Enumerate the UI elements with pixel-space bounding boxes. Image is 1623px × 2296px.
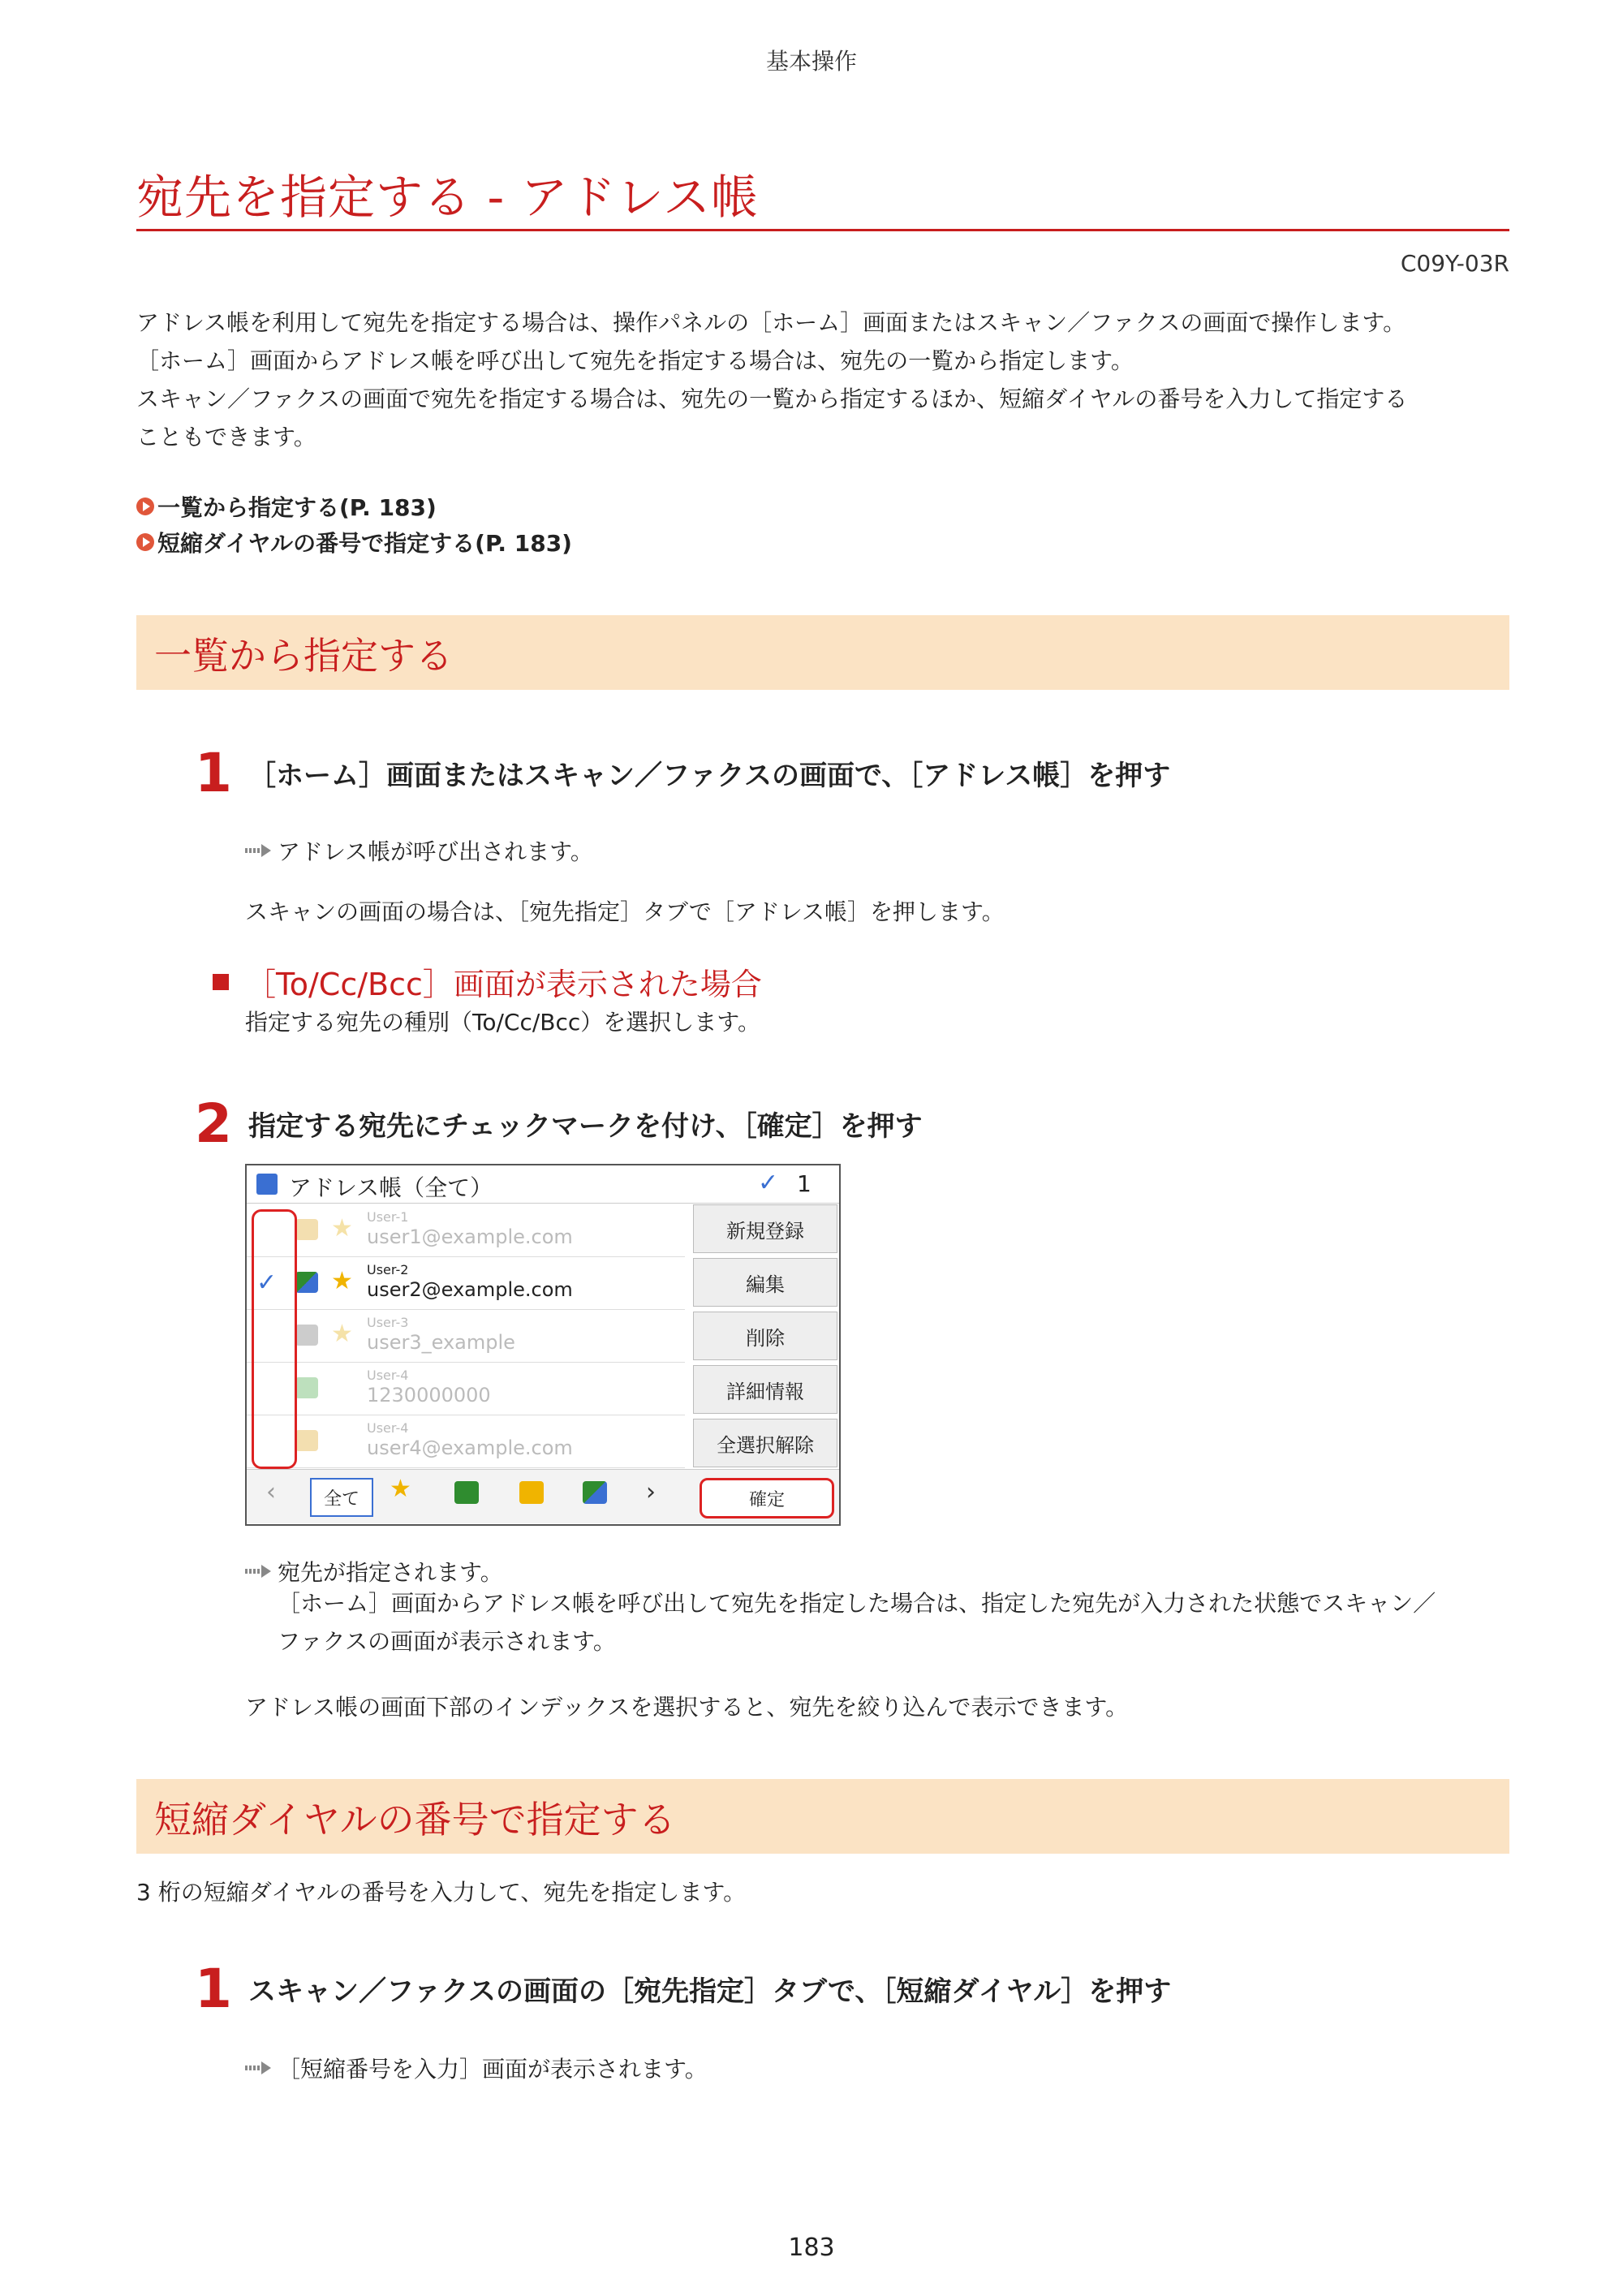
checkbox-column-highlight: [252, 1209, 297, 1469]
page-number: 183: [788, 2234, 835, 2262]
intro-line: スキャン／ファクスの画面で宛先を指定する場合は、宛先の一覧から指定するほか、短縮ダイヤルの番号を入力して指定する: [136, 386, 1408, 412]
entry-address: user1@example.com: [367, 1226, 573, 1248]
page-title: 宛先を指定する - アドレス帳: [136, 170, 760, 225]
list-item[interactable]: [247, 1415, 685, 1468]
section-heading-text: 短縮ダイヤルの番号で指定する: [154, 1798, 676, 1842]
title-divider: [136, 229, 1509, 231]
delete-button[interactable]: 削除: [693, 1312, 837, 1360]
group-icon: [295, 1272, 318, 1293]
entry-name: User-4: [367, 1420, 409, 1436]
mail-icon: [295, 1430, 318, 1451]
subheading-text: ［To/Cc/Bcc］画面が表示された場合: [245, 967, 762, 1002]
link-label[interactable]: 一覧から指定する(P. 183): [157, 494, 437, 521]
intro-line: アドレス帳を利用して宛先を指定する場合は、操作パネルの［ホーム］画面またはスキャン／ファクスの画面で操作します。: [136, 309, 1406, 336]
subheading: [213, 959, 762, 1004]
chevron-right-icon[interactable]: ›: [646, 1478, 656, 1506]
square-bullet-icon: [213, 974, 229, 990]
step-result: [245, 1555, 503, 1587]
fax-icon: [295, 1325, 318, 1346]
chevron-left-icon[interactable]: ‹: [266, 1478, 276, 1506]
entry-name: User-1: [367, 1209, 409, 1225]
result-arrow-icon: [245, 2061, 273, 2075]
star-icon[interactable]: ★: [390, 1475, 411, 1503]
details-button[interactable]: 詳細情報: [693, 1365, 837, 1414]
link-label[interactable]: 短縮ダイヤルの番号で指定する(P. 183): [157, 530, 572, 557]
step-note: アドレス帳の画面下部のインデックスを選択すると、宛先を絞り込んで表示できます。: [245, 1694, 1129, 1721]
list-item[interactable]: [247, 1257, 685, 1310]
step-instruction: スキャン／ファクスの画面の［宛先指定］タブで、［短縮ダイヤル］を押す: [248, 1975, 1172, 2008]
selected-count: 1: [797, 1170, 812, 1197]
address-book-title: アドレス帳（全て）: [289, 1174, 493, 1201]
step-number: 1: [195, 1958, 232, 2020]
fax-icon[interactable]: [454, 1481, 479, 1504]
document-code: C09Y-03R: [1400, 250, 1509, 277]
mail-icon[interactable]: [519, 1481, 544, 1504]
intro-line: ［ホーム］画面からアドレス帳を呼び出して宛先を指定する場合は、宛先の一覧から指定します。: [136, 347, 1134, 374]
address-book-icon: [256, 1174, 278, 1195]
entry-address: user4@example.com: [367, 1437, 573, 1459]
address-book-title-bar: [247, 1165, 839, 1204]
step-instruction: 指定する宛先にチェックマークを付け、［確定］を押す: [248, 1110, 923, 1143]
fax-icon: [295, 1377, 318, 1398]
edit-button[interactable]: 編集: [693, 1258, 837, 1307]
entry-name: User-3: [367, 1315, 409, 1330]
star-icon: ★: [331, 1320, 353, 1348]
result-text: 宛先が指定されます。: [278, 1559, 503, 1586]
address-list: [247, 1204, 685, 1468]
result-text: アドレス帳が呼び出されます。: [278, 838, 593, 865]
result-note-line: ファクスの画面が表示されます。: [278, 1628, 616, 1655]
checkmark-icon: ✓: [758, 1169, 779, 1197]
register-new-button[interactable]: 新規登録: [693, 1204, 837, 1253]
address-book-actions: [693, 1204, 837, 1472]
clear-selection-button[interactable]: 全選択解除: [693, 1419, 837, 1467]
link-list-select[interactable]: [136, 490, 437, 523]
mail-icon: [295, 1219, 318, 1240]
subheading-note: 指定する宛先の種別（To/Cc/Bcc）を選択します。: [245, 1009, 761, 1036]
page-header: 基本操作: [765, 48, 857, 75]
link-speed-dial[interactable]: [136, 526, 572, 558]
result-arrow-icon: [245, 843, 273, 858]
step-result: [245, 834, 593, 867]
step-note: スキャンの画面の場合は、［宛先指定］タブで［アドレス帳］を押します。: [245, 898, 1005, 925]
list-item[interactable]: [247, 1363, 685, 1415]
entry-address: user3_example: [367, 1331, 515, 1354]
entry-name: User-2: [367, 1262, 409, 1277]
section-heading-speed-dial: [136, 1779, 1509, 1854]
entry-address: 1230000000: [367, 1384, 491, 1406]
result-text: ［短縮番号を入力］画面が表示されます。: [278, 2056, 708, 2083]
result-arrow-icon: [245, 1564, 273, 1579]
step-number: 1: [195, 742, 232, 804]
entry-name: User-4: [367, 1368, 409, 1383]
section-heading-text: 一覧から指定する: [154, 634, 453, 678]
entry-address: user2@example.com: [367, 1278, 573, 1301]
list-item[interactable]: [247, 1310, 685, 1363]
checkmark-icon: ✓: [256, 1269, 278, 1297]
group-icon[interactable]: [583, 1481, 607, 1504]
tab-all[interactable]: 全て: [310, 1478, 373, 1517]
address-book-screenshot: [245, 1164, 841, 1526]
result-note: [278, 1584, 1511, 1661]
intro-paragraph: [136, 304, 1516, 456]
arrow-bullet-icon: [136, 533, 154, 551]
step-number: 2: [195, 1092, 232, 1155]
section-intro: 3 桁の短縮ダイヤルの番号を入力して、宛先を指定します。: [136, 1879, 747, 1906]
intro-line: こともできます。: [136, 424, 316, 450]
step-result: [245, 2052, 708, 2084]
step-instruction: ［ホーム］画面またはスキャン／ファクスの画面で、［アドレス帳］を押す: [248, 760, 1171, 792]
star-icon: ★: [331, 1267, 353, 1295]
arrow-bullet-icon: [136, 498, 154, 515]
section-heading-list: [136, 615, 1509, 690]
confirm-button[interactable]: 確定: [700, 1478, 834, 1518]
list-item[interactable]: [247, 1204, 685, 1257]
index-tab-bar: [247, 1469, 839, 1523]
result-note-line: ［ホーム］画面からアドレス帳を呼び出して宛先を指定した場合は、指定した宛先が入力された状態でスキャン／: [278, 1590, 1436, 1617]
star-icon: ★: [331, 1214, 353, 1243]
